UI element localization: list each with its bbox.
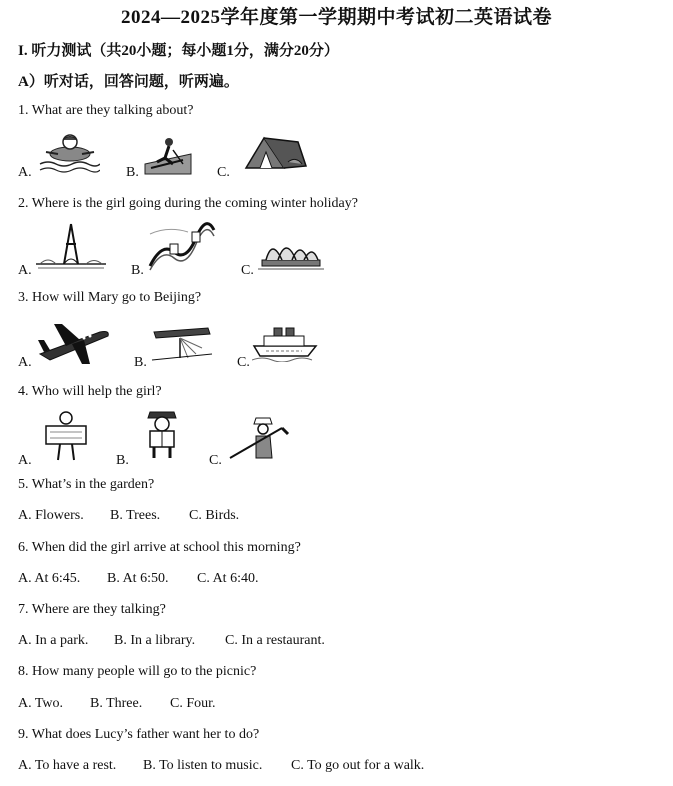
q8-option-a[interactable]: A. Two.: [18, 696, 64, 711]
q3-option-b[interactable]: B.: [134, 355, 147, 370]
person-reading-picture-icon: [38, 410, 94, 462]
question-6: 6. When did the girl arrive at school this morning?: [18, 540, 301, 555]
q4-option-a[interactable]: A.: [18, 453, 32, 468]
question-3: 3. How will Mary go to Beijing?: [18, 290, 202, 305]
swimming-picture-icon: [38, 130, 100, 176]
q1-option-a[interactable]: A.: [18, 165, 32, 180]
q3-option-a[interactable]: A.: [18, 355, 32, 370]
q1-option-c[interactable]: C.: [217, 165, 230, 180]
q5-option-c[interactable]: C. Birds.: [189, 508, 240, 523]
q5-option-a[interactable]: A. Flowers.: [18, 508, 84, 523]
q4-option-b[interactable]: B.: [116, 453, 129, 468]
question-4: 4. Who will help the girl?: [18, 384, 162, 399]
q7-option-c[interactable]: C. In a restaurant.: [225, 633, 325, 648]
exam-title: 2024—2025学年度第一学期期中考试初二英语试卷: [120, 7, 552, 28]
q5-option-b[interactable]: B. Trees.: [110, 508, 161, 523]
q3-option-c[interactable]: C.: [237, 355, 250, 370]
question-7: 7. Where are they talking?: [18, 602, 166, 617]
section-heading: I. 听力测试（共20小题；每小题1分，满分20分）: [18, 43, 339, 59]
q1-option-b[interactable]: B.: [126, 165, 139, 180]
question-5: 5. What’s in the garden?: [18, 477, 155, 492]
q7-option-a[interactable]: A. In a park.: [18, 633, 89, 648]
q6-option-a[interactable]: A. At 6:45.: [18, 571, 81, 586]
q8-option-b[interactable]: B. Three.: [90, 696, 143, 711]
airplane-picture-icon: [36, 318, 112, 368]
tent-camping-picture-icon: [240, 132, 310, 174]
q4-option-c[interactable]: C.: [209, 453, 222, 468]
q8-option-c[interactable]: C. Four.: [170, 696, 216, 711]
question-8: 8. How many people will go to the picnic?: [18, 664, 257, 679]
eiffel-tower-picture-icon: [36, 222, 106, 272]
police-officer-picture-icon: [138, 406, 186, 460]
q2-option-b[interactable]: B.: [131, 263, 144, 278]
part-a-instruction: A）听对话，回答问题，听两遍。: [18, 74, 239, 90]
question-2: 2. Where is the girl going during the coming winter holiday?: [18, 196, 358, 211]
train-picture-icon: [150, 322, 214, 362]
sydney-opera-house-picture-icon: [258, 232, 324, 272]
skiing-picture-icon: [143, 134, 193, 176]
question-9: 9. What does Lucy’s father want her to do?: [18, 727, 260, 742]
q7-option-b[interactable]: B. In a library.: [114, 633, 196, 648]
farmer-with-hoe-picture-icon: [226, 414, 290, 464]
q6-option-c[interactable]: C. At 6:40.: [197, 571, 259, 586]
q6-option-b[interactable]: B. At 6:50.: [107, 571, 169, 586]
q2-option-a[interactable]: A.: [18, 263, 32, 278]
ship-picture-icon: [252, 320, 318, 362]
q2-option-c[interactable]: C.: [241, 263, 254, 278]
great-wall-picture-icon: [148, 222, 216, 272]
question-1: 1. What are they talking about?: [18, 103, 194, 118]
q9-option-c[interactable]: C. To go out for a walk.: [291, 758, 425, 773]
q9-option-b[interactable]: B. To listen to music.: [143, 758, 263, 773]
q9-option-a[interactable]: A. To have a rest.: [18, 758, 117, 773]
